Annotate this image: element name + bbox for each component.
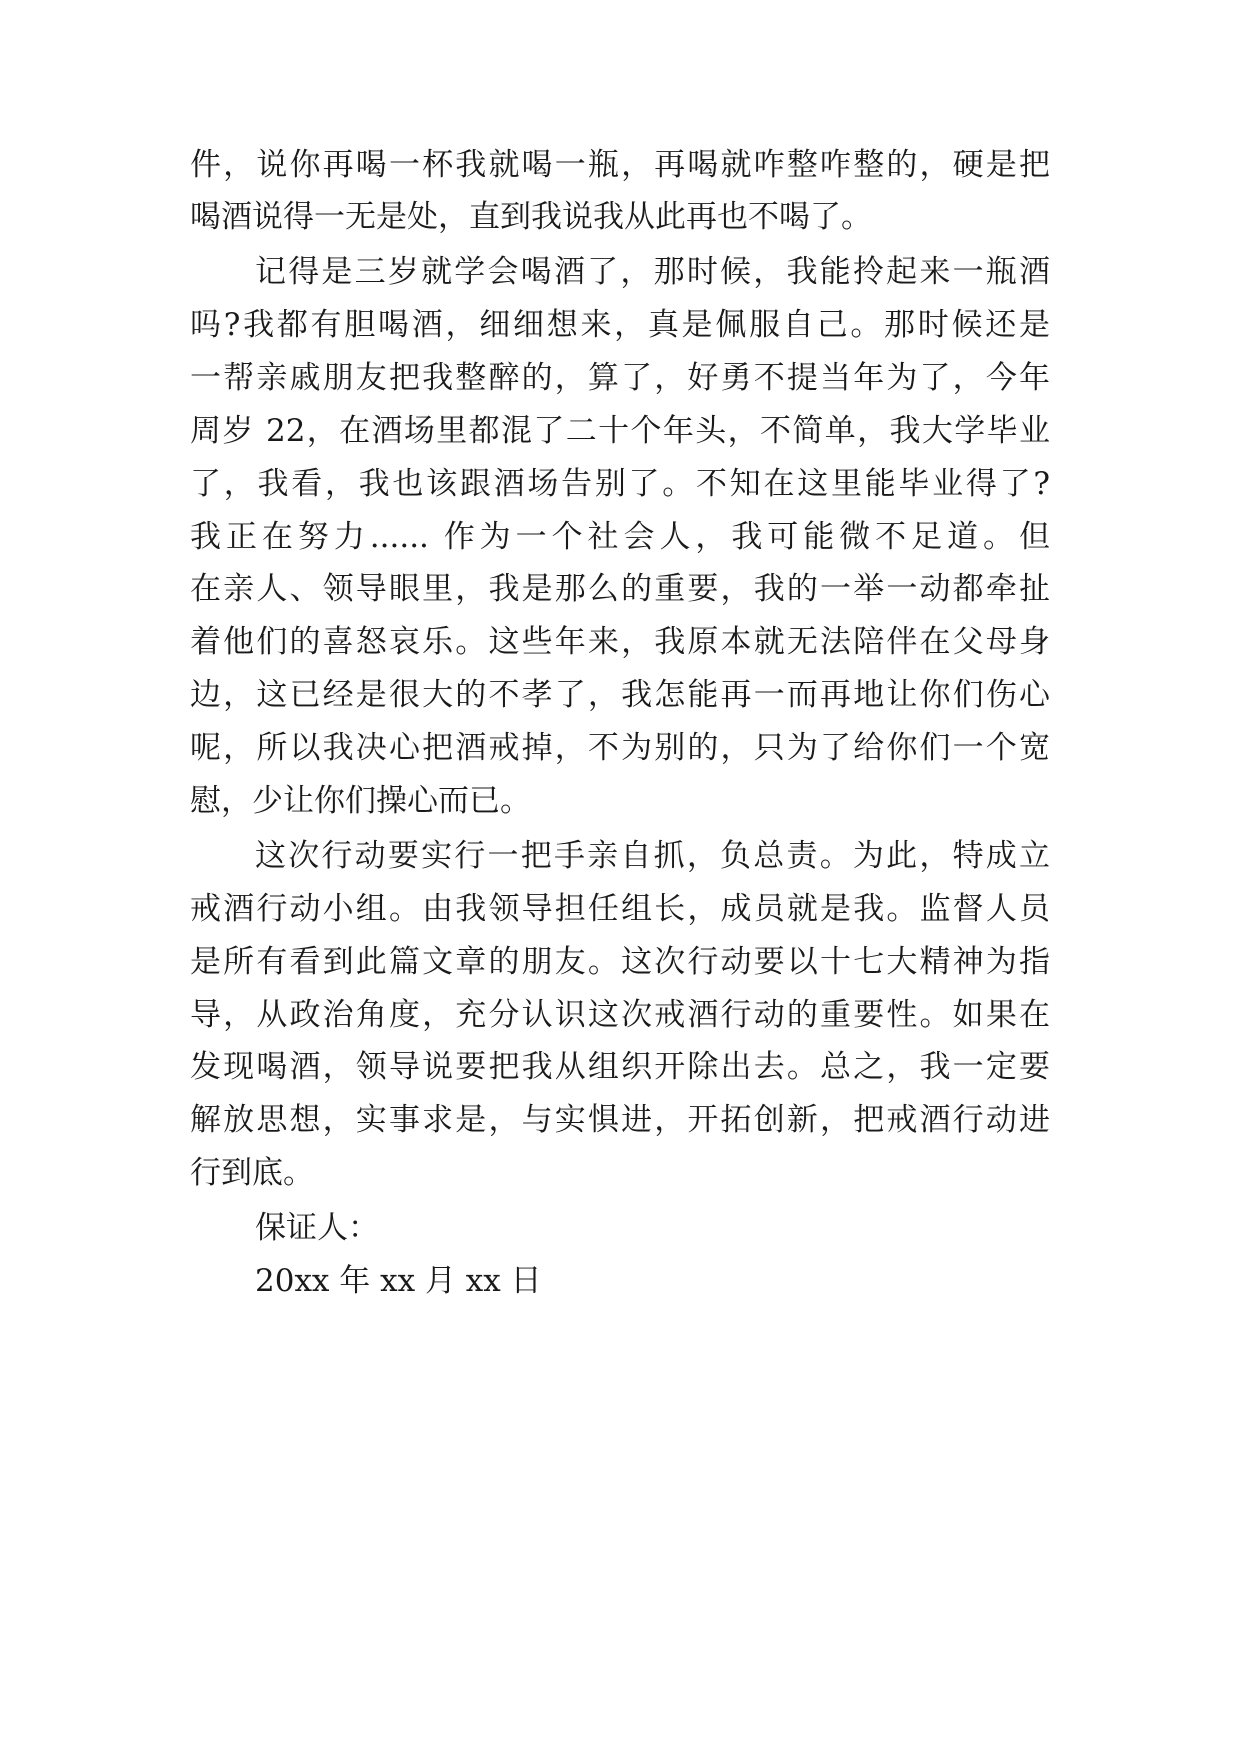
text-line: 戒酒行动小组。由我领导担任组长，成员就是我。监督人员	[190, 891, 1050, 927]
paragraph-start-line: 记得是三岁就学会喝酒了，那时候，我能拎起来一瓶酒	[255, 254, 1050, 290]
text-line: 吗?我都有胆喝酒，细细想来，真是佩服自己。那时候还是	[190, 307, 1050, 343]
text-line: 导，从政治角度，充分认识这次戒酒行动的重要性。如果在	[190, 997, 1050, 1033]
text-line: 呢，所以我决心把酒戒掉，不为别的，只为了给你们一个宽	[190, 730, 1050, 766]
text-line: 喝酒说得一无是处，直到我说我从此再也不喝了。	[190, 199, 872, 235]
text-line: 是所有看到此篇文章的朋友。这次行动要以十七大精神为指	[190, 944, 1050, 980]
text-line: 发现喝酒，领导说要把我从组织开除出去。总之，我一定要	[190, 1049, 1050, 1085]
text-line: 件，说你再喝一杯我就喝一瓶，再喝就咋整咋整的，硬是把	[190, 147, 1050, 183]
guarantor-label: 保证人：	[255, 1210, 379, 1246]
text-line: 着他们的喜怒哀乐。这些年来，我原本就无法陪伴在父母身	[190, 624, 1050, 660]
text-line: 在亲人、领导眼里，我是那么的重要，我的一举一动都牵扯	[190, 571, 1050, 607]
date-line: 20xx 年 xx 月 xx 日	[255, 1263, 542, 1299]
text-line: 解放思想，实事求是，与实惧进，开拓创新，把戒酒行动进	[190, 1102, 1050, 1138]
text-line: 行到底。	[190, 1155, 314, 1191]
text-line: 慰，少让你们操心而已。	[190, 783, 531, 819]
text-line: 边，这已经是很大的不孝了，我怎能再一而再地让你们伤心	[190, 677, 1050, 713]
paragraph-start-line: 这次行动要实行一把手亲自抓，负总责。为此，特成立	[255, 838, 1050, 874]
text-line: 了，我看，我也该跟酒场告别了。不知在这里能毕业得了?	[190, 466, 1050, 502]
text-line: 我正在努力...... 作为一个社会人，我可能微不足道。但	[190, 519, 1050, 555]
text-line: 周岁 22，在酒场里都混了二十个年头，不简单，我大学毕业	[190, 413, 1050, 449]
text-line: 一帮亲戚朋友把我整醉的，算了，好勇不提当年为了，今年	[190, 360, 1050, 396]
